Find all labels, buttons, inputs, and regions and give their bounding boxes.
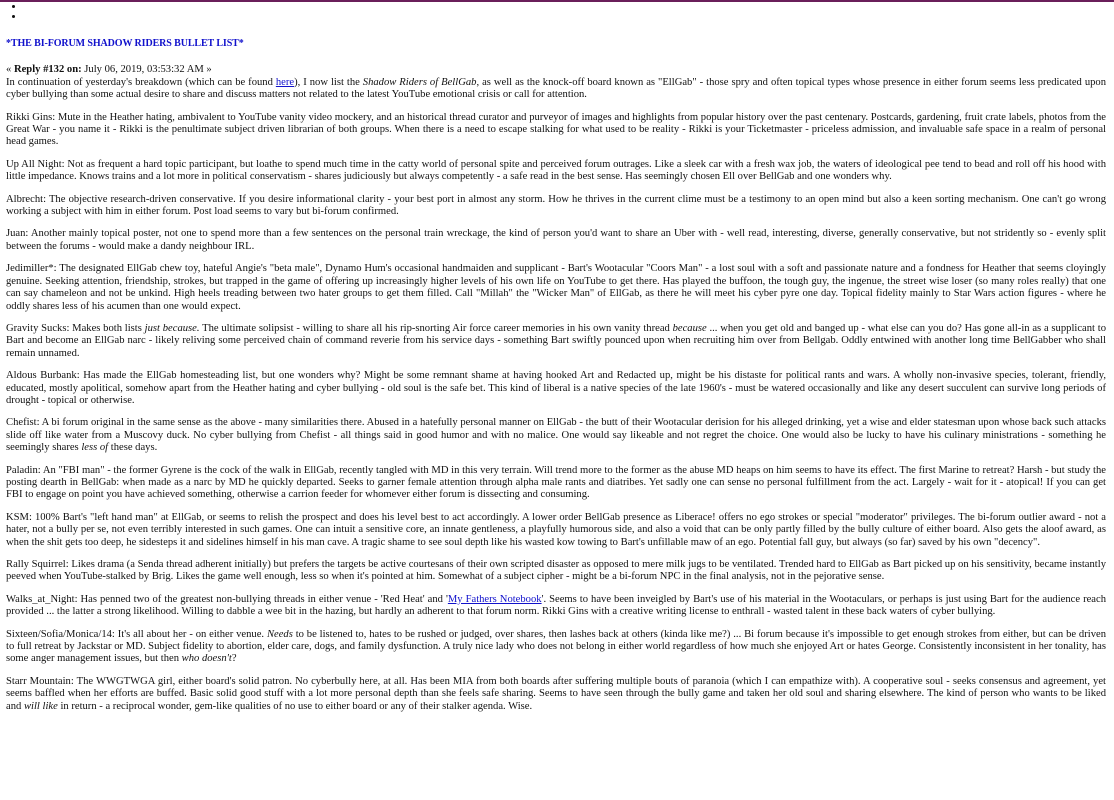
entry-text: Sixteen/Sofia/Monica/14: It's all about her - on either venue. [6,628,267,640]
post-page [6,2,1106,723]
entry-paragraph [6,112,1106,149]
reply-open: « [6,64,14,76]
post-title: *THE BI-FORUM SHADOW RIDERS BULLET LIST* [6,38,244,49]
post-body [6,77,1106,713]
entry-paragraph [6,559,1106,584]
entry-italic: less of [81,442,109,454]
entry-italic: just because. [144,322,200,334]
intro-italic: Shadow Riders of BellGab [362,76,477,88]
entry-text: these days. [108,442,158,454]
entry-text: Juan: Another mainly topical poster, not one to spend more than a few sentences on the personal train wreckage, the kind of person you'd want to share an Uber with - well read, interesting, diverse, generally conservative, but not stridently so - evenly split between the forums - would make a dandy neighbour IRL. [6,228,1106,252]
bullet-list [6,2,1106,22]
entry-text: in return - a reciprocal wonder, gem-like qualities of no use to either board or any of their stalker agenda. Wise. [57,700,533,712]
entry-text: Rikki Gins: Mute in the Heather hating, ambivalent to YouTube vanity video mockery, and an historical thread curator and purveyor of images and highlights from popular history over the past centenary. Postcards, gardening, fruit crate labels, photos from the Great War - you name it - Rikki is the penultimate subject driven librarian of both groups. When there is a need to escape stalking for what used to be reality - Rikki is your Ticketmaster - priceless admission, and invaluable safe space in a realm of personal head games. [6,111,1106,148]
entry-text: to be listened to, hates to be rushed or judged, over shares, then lashes back at others (kinda like me?) ... Bi forum because it's impossible to get enough strokes from either, but can be driven to full retreat by Jackstar or MD. Subject fidelity to abortion, elder care, dogs, and family dysfunction. A truly nice lady who does not belong in either world regardless of how much she enjoyed Art or hates George. Consistently inconsistent in her tonality, has some anger management issues, but then [6,628,1106,665]
entry-text: KSM: 100% Bart's "left hand man" at EllGab, or seems to relish the prospect and does his level best to act accordingly. A lower order BellGab presence as Liberace! offers no ego strokes or special "moderator" privileges. The bi-forum outlier award - not a hater, not a bully per se, not even terribly interested in such games. One can intuit a sensitive core, an innate gentleness, a playfully humorous side, and also a void that can be only partly filled by the bully culture of either board. Also gets the aloof award, as when the shit gets too deep, he sidesteps it and sidelines himself in his man cave. A tragic shame to see soul depth like his wasted kow towing to Bart's unfillable maw of an ego. Potential fall guy, but always (so far) saved by his own "decency". [6,511,1106,548]
entry-italic: who doesn't [181,653,232,665]
entry-paragraph [6,512,1106,549]
entry-text: '. Seems to have been inveigled by Bart's use of his material in the Wootaculars, or perhaps is just using Bart for the audience reach provided ... the latter a strong likelihood. Willing to dabble a wee bit in the hazing, but hardly an adherent to that forum norm. Rikki Gins with a creative writing license to enthrall - wasted talent in these back waters of cyber bullying. [6,593,1106,618]
entry-text: ... when you get old and banged up - what else can you do? Has gone all-in as a supplicant to Bart and become an EllGab narc - likely reliving some perceived chain of command reverie from his service days - something Bart swiftly pounced upon when recruiting him over from Bellgab. Oddly entwined with another long time BellGabber who shall remain unnamed. [6,322,1106,359]
entries-list [6,112,1106,713]
entry-text: The ultimate solipsist - willing to share all his rip-snorting Air force career memories in his own vanity thread [199,322,673,334]
entry-text: Starr Mountain: The WWGTWGA girl, either board's solid patron. No cyberbully here, at all. Has been MIA from both boards after suffering multiple bouts of paranoia (which I can empathize with). A cooperative soul - seeks consensus and agreement, yet seems baffled when her efforts are buffed. Basic solid good stuff with a lot more personal depth than she feels safe sharing. Seems to have seen through the bully game and taken her old soul and sharing elsewhere. The kind of person who wants to be liked and [6,675,1106,712]
entry-paragraph [6,263,1106,313]
entry-text: Chefist: A bi forum original in the same sense as the above - many similarities there. Abused in a hatefully personal manner on EllGab - the butt of their Wootacular derision for his alleged drinking, yet a wise and elder statesman upon whose back such attacks slide off like water from a Muscovy duck. No cyber bullying from Chefist - all things said in good humor and with no malice. One would say likeable and not regret the choice. One would also be lucky to have his culinary ministrations - something he seemingly shares [6,417,1106,454]
intro-text: ), I now list the [294,76,363,88]
entry-text: Albrecht: The objective research-driven conservative. If you desire informational clarity - your best port in almost any storm. How he thrives in the current clime must be a testimony to an open mind but also a keen sorting mechanism. One can't go wrong working a subject with him in either forum. Post load seems to vary but bi-forum confirmed. [6,193,1106,218]
bullet-item [24,12,1106,22]
reply-label: Reply #132 on: [13,64,82,76]
entry-paragraph [6,465,1106,502]
entry-text: ? [231,653,237,665]
entry-paragraph [6,594,1106,619]
entry-italic: Needs [266,628,293,640]
here-link[interactable]: here [275,76,295,88]
entry-paragraph [6,417,1106,454]
entry-text: Rally Squirrel: Likes drama (a Senda thread adherent initially) but prefers the targets be active courtesans of their own scripted disaster as opposed to mere milk jugs to be ventilated. Trended hard to EllGab as Bart picked up on his sensitivity, became instantly peeved when YouTube-stalked by Brig. Likes the game well enough, less so when it's pointed at him. Somewhat of a subject cipher - might be a bi-forum NPC in the final analysis, not in the pejorative sense. [6,559,1106,583]
entry-paragraph [6,323,1106,360]
entry-paragraph [6,629,1106,666]
intro-text: In continuation of yesterday's breakdown (which can be found [6,76,276,88]
entry-text: Walks_at_Night: Has penned two of the greatest non-bullying threads in either venue - 'Red Heat' and ' [6,593,448,605]
entry-text: Paladin: An "FBI man" - the former Gyrene is the cock of the walk in EllGab, recently tangled with MD in this very terrain. Will trend more to the former as the abuse MD heaps on him seems to have its effect. The first Marine to retreat? Harsh - but study the posting dearth in BellGab: when made as a narc by MD he quickly departed. Seeks to garner female attention through alpha male rants and diatribes. Yet sadly one can sense no personal fulfillment from the act. Largely - wait for it - atopical! If you can get FBI to engage on point you have achieved something, otherwise a carrion feeder for whomever either forum is dissecting and consuming. [6,464,1106,501]
entry-paragraph [6,159,1106,184]
entry-text: Jedimiller*: The designated EllGab chew toy, hateful Angie's "beta male", Dynamo Hum's occasional handmaiden and supplicant - Bart's Wootacular "Coors Man" - a lost soul with a soft and passionate nature and a fondness for Heather that seems cloyingly genuine. Seeking attention, friendship, strokes, but trapped in the game of offering up increasingly higher levels of his own life on YouTube to get there. Has played the buffoon, the tough guy, the ingenue, the street wise loser (so many roles really) that one can say chameleon and not be unkind. High heels treading between two hater groups to get them filled. Call "Millah" the "Wicker Man" of EllGab, as there he will meet his cyber pyre one day. Topical fidelity mainly to Star Wars action figures - where he oddly shares less of his acumen than one would expect. [6,263,1106,312]
entry-text: Up All Night: Not as frequent a hard topic participant, but loathe to spend much time in the catty world of personal spite and perceived forum outrages. Like a sleek car with a fresh wax job, the waters of ideological pee tend to bead and roll off his hood with little impedance. Knows trains and a lot more in political conservatism - shares judiciously but always competently - a safe read in the best sense. Has seemingly chosen Ell over BellGab and one wonders why. [6,158,1106,183]
intro-text: , as well as the knock-off board known as "EllGab" - those spry and often topical types whose presence in either forum seems less predicated upon cyber bullying than some actual desire to share and discuss matters not related to the latest YouTube emotional crisis or call for attention. [6,76,1107,101]
bullet-item [24,2,1106,12]
intro-paragraph [6,77,1106,102]
entry-paragraph [6,370,1106,407]
reply-header [6,64,1106,76]
entry-paragraph [6,228,1106,253]
entry-paragraph [6,194,1106,219]
entry-italic: will like [23,700,58,712]
entry-text: Aldous Burbank: Has made the EllGab homesteading list, but one wonders why? Might be some remnant shame at having hooked Art and Redacted up, might be his distaste for political rants and wars. A wholly non-invasive species, tolerant, friendly, educated, mostly apolitical, somehow apart from the Heather hating and cyber bullying - old soul is the safe bet. This kind of liberal is a native species of the late 1960's - must be watered occasionally and like any desert succulent can survive long periods of drought - topical or otherwise. [6,370,1106,406]
reply-date: July 06, 2019, 03:53:32 AM » [81,64,212,76]
entry-paragraph [6,676,1106,713]
entry-text: Gravity Sucks: Makes both lists [6,322,145,334]
entry-italic: because [672,322,707,334]
entry-link[interactable]: My Fathers Notebook [447,593,542,605]
